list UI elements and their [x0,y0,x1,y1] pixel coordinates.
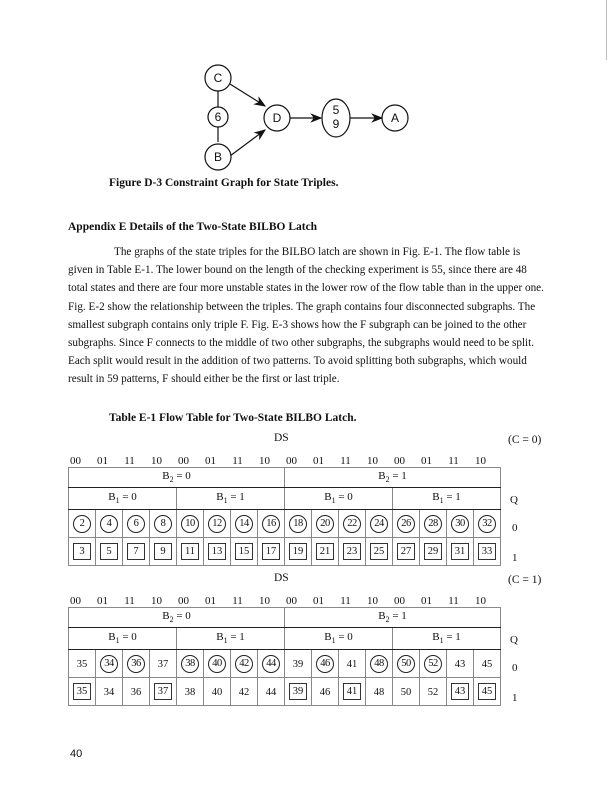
stable-state-circled: 34 [100,655,118,673]
flow-table-c1 [68,607,501,706]
column-code: 00 [394,455,405,467]
c-label: (C = 0) [508,434,542,446]
state-cell [231,678,258,706]
state-cell [420,650,447,678]
column-code: 11 [340,595,351,607]
q-value-0: 0 [512,522,518,534]
stable-state-circled: 26 [397,515,415,533]
stable-state-circled: 30 [451,515,469,533]
column-code: 11 [448,455,459,467]
column-code: 11 [340,455,351,467]
unstable-state: 34 [103,686,115,698]
state-cell [312,510,339,538]
b2-cell: $B_2 = 0$ [69,468,285,488]
state-cell [366,678,393,706]
state-cell [258,650,285,678]
state-boxed: 45 [478,683,496,700]
state-boxed: 31 [451,543,469,560]
stable-state-circled: 44 [262,655,280,673]
state-boxed: 37 [154,683,172,700]
column-code: 00 [178,595,189,607]
state-boxed: 33 [478,543,496,560]
stable-state-circled: 16 [262,515,280,533]
unstable-state: 48 [373,686,385,698]
stable-state-circled: 18 [289,515,307,533]
state-boxed: 27 [397,543,415,560]
state-cell [285,510,312,538]
b1-cell: $B_1 = 0$ [285,628,393,650]
state-cell [258,510,285,538]
state-cell [204,538,231,566]
stable-state-circled: 52 [424,655,442,673]
state-boxed: 43 [451,683,469,700]
unstable-state: 43 [454,658,466,670]
state-cell [339,538,366,566]
state-cell [393,650,420,678]
state-cell [150,538,177,566]
paragraph-text: The graphs of the state triples for the BILBO latch are shown in Fig. E-1. The flow table is given in Table E-1. The lower bound on the length of the checking experiment is 55, since there are 48 total states and there are four more unstable states in the lower row of the flow table than in the upper one. Fig. E-2 show the relationship between the triples. The graph contains four disconnected subgraphs. The smallest subgraph contains only triple F. Fig. E-3 shows how the F subgraph can be joined to the other subgraphs. Since F connects to the middle of two other subgraphs, the subgraphs would need to be split. Each split would result in the addition of two patterns. To avoid splitting both subgraphs, which would result in 59 patterns, F should either be the first or last triple. [68,246,544,386]
column-code: 10 [259,455,270,467]
column-code: 01 [313,455,324,467]
state-cell [474,678,501,706]
state-cell [258,538,285,566]
constraint-graph [190,62,420,172]
stable-state-circled: 46 [316,655,334,673]
state-boxed: 23 [343,543,361,560]
unstable-state: 50 [400,686,412,698]
state-cell [231,510,258,538]
stable-state-circled: 36 [127,655,145,673]
b2-cell: $B_2 = 1$ [285,608,501,628]
q-label: Q [510,634,518,646]
node-9: 9 [332,117,340,131]
state-cell [447,650,474,678]
state-cell [312,538,339,566]
stable-state-circled: 22 [343,515,361,533]
state-boxed: 21 [316,543,334,560]
state-cell [474,650,501,678]
column-code: 00 [394,595,405,607]
unstable-state: 52 [427,686,439,698]
figure-caption: Figure D-3 Constraint Graph for State Triples. [109,177,339,189]
column-code: 00 [286,455,297,467]
b1-cell: $B_1 = 1$ [393,628,501,650]
page-edge-mark [606,0,607,60]
column-code: 11 [124,455,135,467]
stable-state-circled: 48 [370,655,388,673]
state-boxed: 29 [424,543,442,560]
b1-cell: $B_1 = 0$ [69,628,177,650]
column-code: 01 [421,595,432,607]
q-value-1: 1 [512,552,518,564]
b2-cell: $B_2 = 1$ [285,468,501,488]
state-cell [231,650,258,678]
state-cell [285,650,312,678]
state-cell [177,510,204,538]
state-cell [393,538,420,566]
node-b: B [213,150,223,164]
unstable-state: 42 [238,686,250,698]
state-cell [312,650,339,678]
state-cell [420,678,447,706]
column-code: 10 [259,595,270,607]
state-boxed: 15 [235,543,253,560]
state-cell [447,678,474,706]
state-cell [339,510,366,538]
column-code: 10 [475,595,486,607]
state-cell [420,538,447,566]
unstable-state: 39 [292,658,304,670]
column-code: 11 [232,455,243,467]
state-cell [177,650,204,678]
state-boxed: 25 [370,543,388,560]
column-code: 10 [151,455,162,467]
column-code: 10 [367,455,378,467]
state-cell [474,510,501,538]
state-boxed: 35 [73,683,91,700]
stable-state-circled: 50 [397,655,415,673]
unstable-state: 37 [157,658,169,670]
state-cell [366,650,393,678]
node-a: A [390,111,400,125]
state-cell [285,538,312,566]
state-row-q1 [69,538,501,566]
state-cell [69,510,96,538]
state-cell [123,678,150,706]
column-code: 01 [97,595,108,607]
b1-cell: $B_1 = 1$ [393,488,501,510]
state-boxed: 41 [343,683,361,700]
state-cell [150,678,177,706]
stable-state-circled: 20 [316,515,334,533]
column-code: 00 [70,595,81,607]
ds-label: DS [274,432,289,444]
b1-cell: $B_1 = 0$ [69,488,177,510]
table-title: Table E-1 Flow Table for Two-State BILBO Latch. [109,412,357,424]
state-cell [123,538,150,566]
state-cell [96,538,123,566]
column-code: 00 [70,455,81,467]
b1-cell: $B_1 = 1$ [177,628,285,650]
stable-state-circled: 6 [127,515,145,533]
state-cell [69,650,96,678]
section-heading: Appendix E Details of the Two-State BILBO Latch [68,221,318,233]
state-cell [96,678,123,706]
unstable-state: 41 [346,658,358,670]
b1-cell: $B_1 = 1$ [177,488,285,510]
state-cell [69,678,96,706]
state-boxed: 19 [289,543,307,560]
state-cell [393,678,420,706]
flow-table-c0 [68,467,501,566]
state-cell [366,510,393,538]
unstable-state: 45 [481,658,493,670]
state-boxed: 13 [208,543,226,560]
column-code: 01 [205,455,216,467]
state-boxed: 11 [181,543,199,560]
unstable-state: 38 [184,686,196,698]
state-cell [339,678,366,706]
q-label: Q [510,494,518,506]
unstable-state: 44 [265,686,277,698]
stable-state-circled: 14 [235,515,253,533]
state-boxed: 3 [73,543,91,560]
state-cell [177,678,204,706]
state-cell [366,538,393,566]
column-code: 11 [448,595,459,607]
state-boxed: 9 [154,543,172,560]
unstable-state: 36 [130,686,142,698]
stable-state-circled: 8 [154,515,172,533]
state-boxed: 17 [262,543,280,560]
state-cell [150,510,177,538]
column-code: 01 [97,455,108,467]
state-cell [177,538,204,566]
state-cell [393,510,420,538]
state-cell [285,678,312,706]
stable-state-circled: 28 [424,515,442,533]
column-header-row [62,595,494,607]
state-cell [123,510,150,538]
state-boxed: 7 [127,543,145,560]
body-paragraph [68,243,546,389]
state-cell [204,678,231,706]
state-cell [447,510,474,538]
column-code: 01 [421,455,432,467]
column-code: 10 [475,455,486,467]
column-code: 00 [286,595,297,607]
stable-state-circled: 4 [100,515,118,533]
state-cell [447,538,474,566]
state-cell [420,510,447,538]
c-label: (C = 1) [508,574,542,586]
node-c: C [213,71,223,85]
node-d: D [272,111,282,125]
column-code: 00 [178,455,189,467]
node-6: 6 [214,110,222,124]
stable-state-circled: 12 [208,515,226,533]
state-cell [123,650,150,678]
stable-state-circled: 42 [235,655,253,673]
stable-state-circled: 38 [181,655,199,673]
unstable-state: 35 [76,658,88,670]
state-cell [474,538,501,566]
state-cell [204,650,231,678]
state-boxed: 39 [289,683,307,700]
stable-state-circled: 24 [370,515,388,533]
column-header-row [62,455,494,467]
state-boxed: 5 [100,543,118,560]
q-value-1: 1 [512,692,518,704]
ds-label: DS [274,572,289,584]
state-cell [96,510,123,538]
column-code: 11 [124,595,135,607]
state-cell [231,538,258,566]
stable-state-circled: 32 [478,515,496,533]
unstable-state: 46 [319,686,331,698]
state-cell [204,510,231,538]
q-value-0: 0 [512,662,518,674]
state-cell [69,538,96,566]
b2-cell: $B_2 = 0$ [69,608,285,628]
state-row-q0 [69,510,501,538]
stable-state-circled: 10 [181,515,199,533]
page-number: 40 [70,748,83,760]
stable-state-circled: 40 [208,655,226,673]
b1-cell: $B_1 = 0$ [285,488,393,510]
state-row-q1 [69,678,501,706]
node-5: 5 [332,103,340,117]
stable-state-circled: 2 [73,515,91,533]
column-code: 11 [232,595,243,607]
column-code: 10 [151,595,162,607]
column-code: 10 [367,595,378,607]
unstable-state: 40 [211,686,223,698]
state-row-q0 [69,650,501,678]
column-code: 01 [205,595,216,607]
state-cell [339,650,366,678]
column-code: 01 [313,595,324,607]
state-cell [150,650,177,678]
state-cell [96,650,123,678]
state-cell [258,678,285,706]
state-cell [312,678,339,706]
